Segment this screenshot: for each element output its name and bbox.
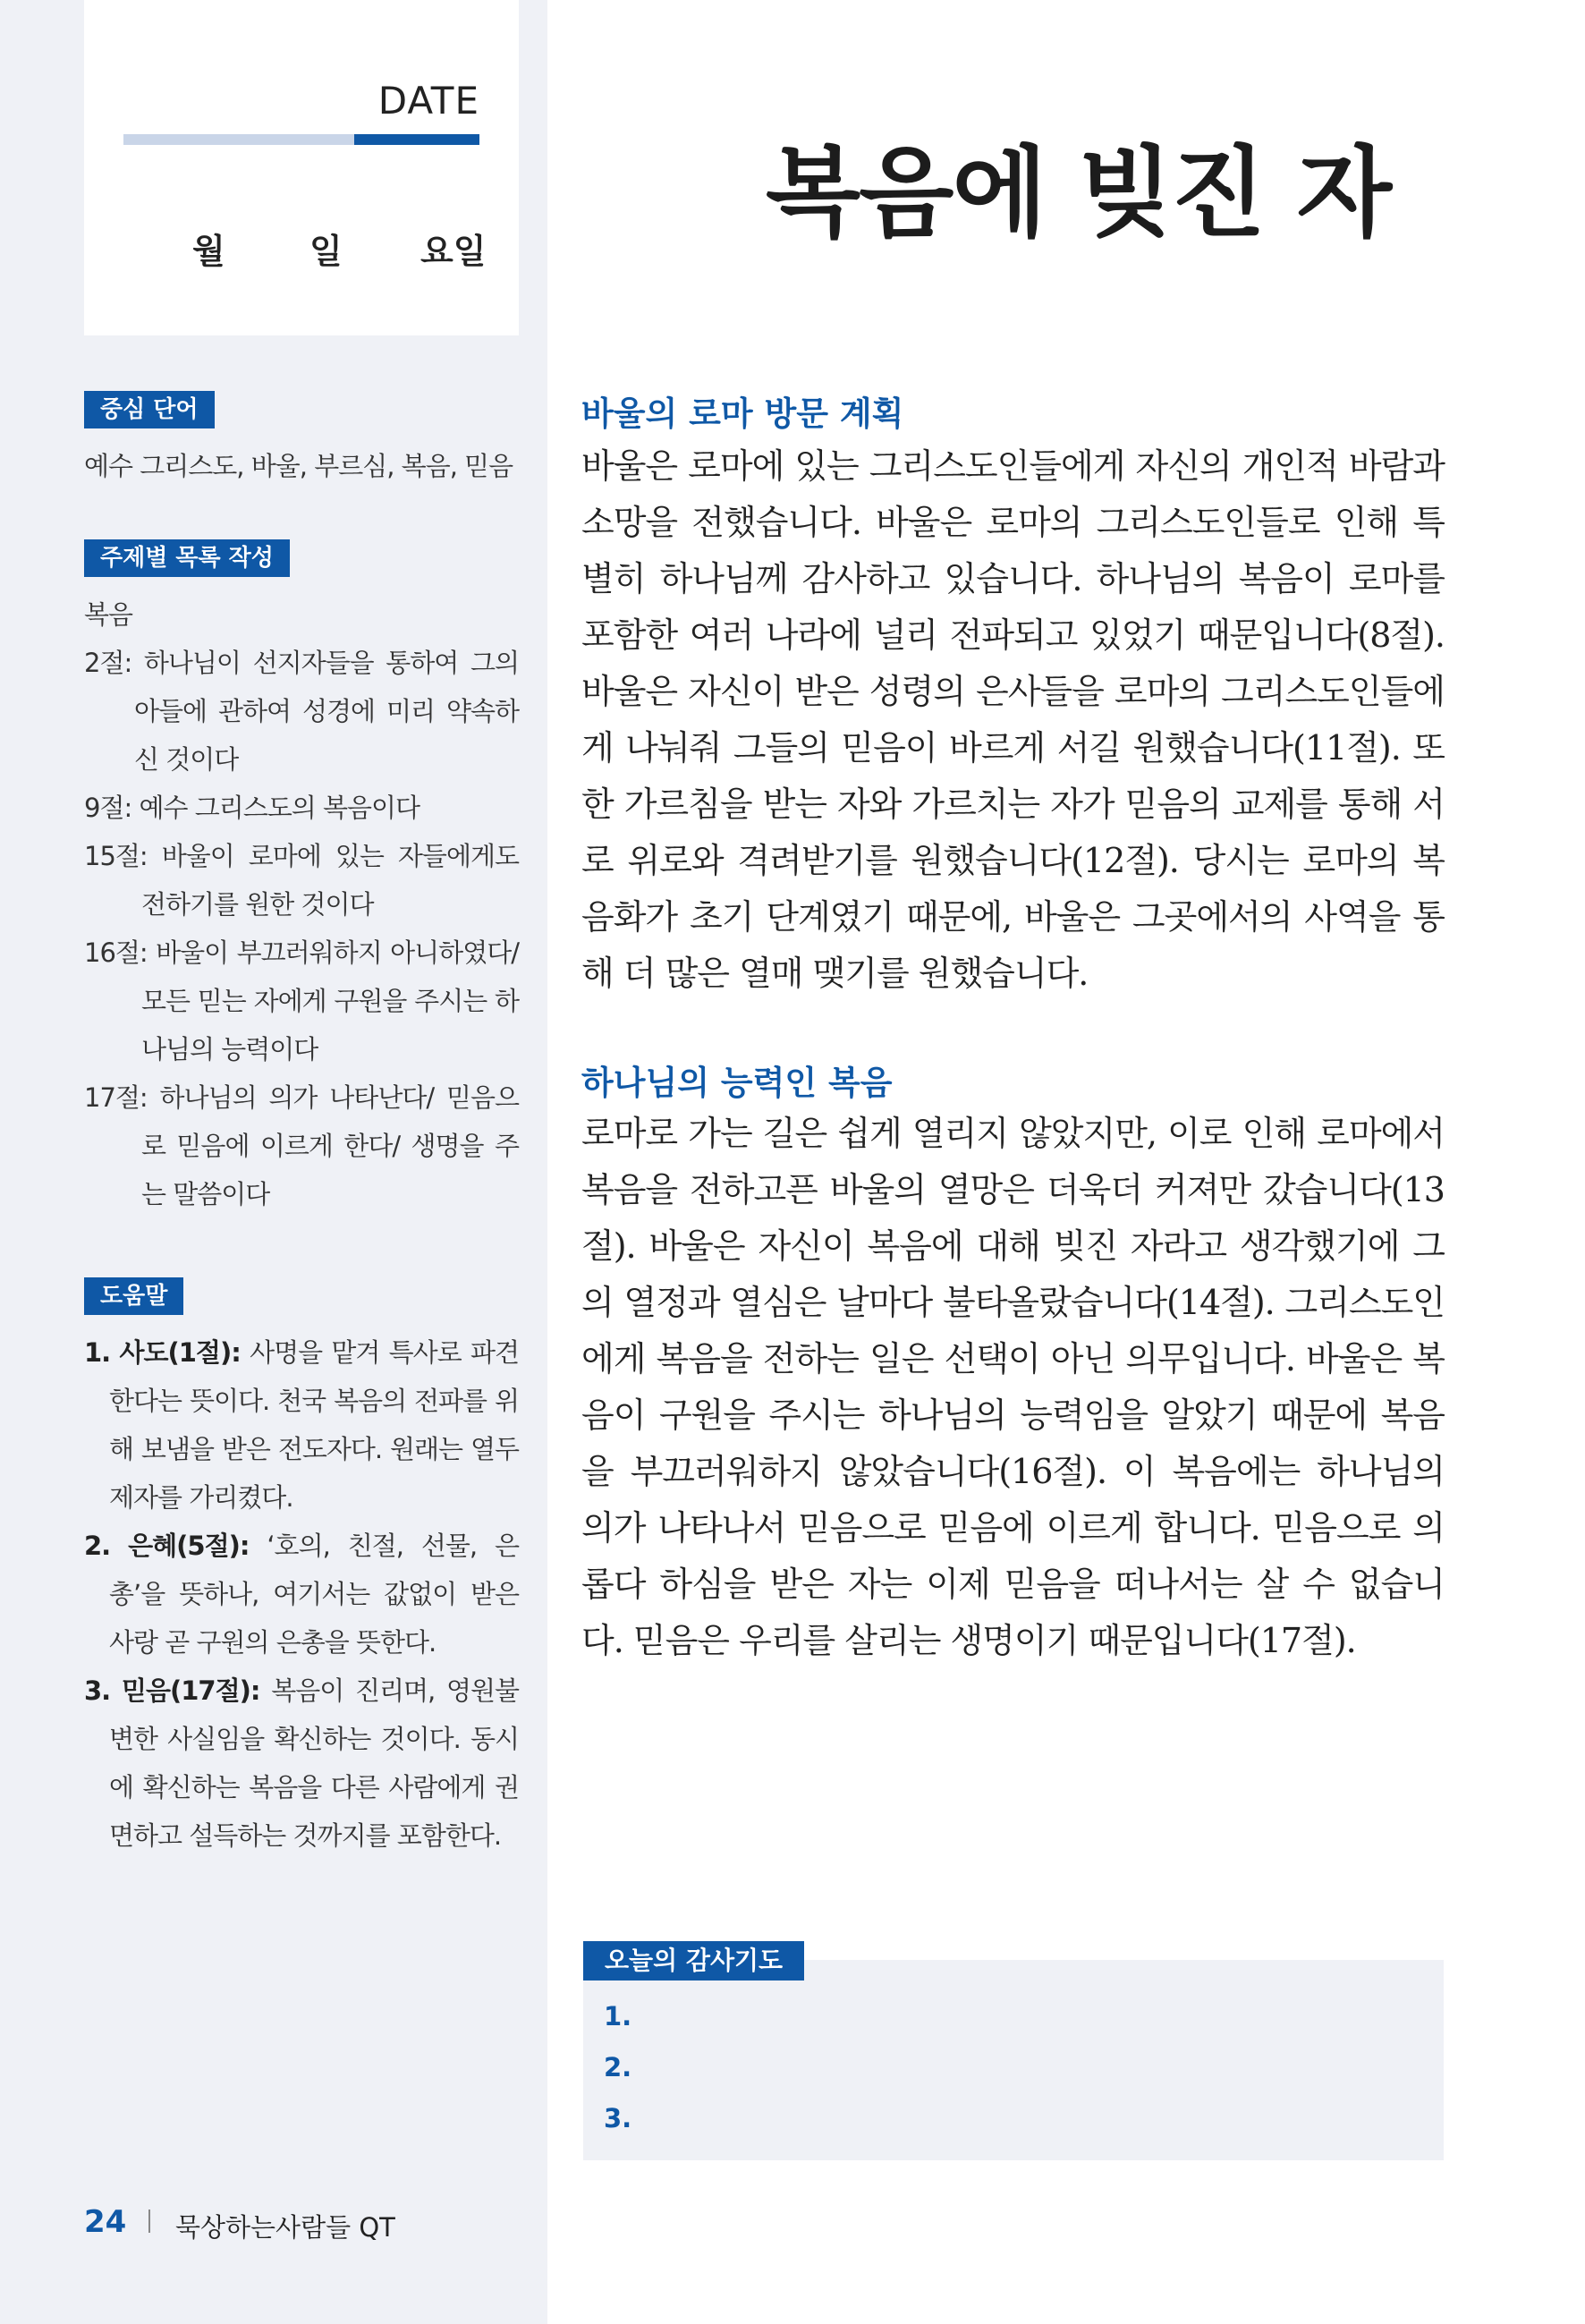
glossary-num: 3. bbox=[84, 1675, 111, 1706]
month-label: 월 bbox=[192, 232, 225, 271]
topic-item: 2절: 하나님이 선지자들을 통하여 그의 아들에 관하여 성경에 미리 약속하신 것이다 bbox=[84, 648, 519, 775]
glossary-term: 은혜(5절): bbox=[128, 1531, 250, 1561]
prayer-item-1: 1. bbox=[604, 2001, 632, 2031]
prayer-item-3: 3. bbox=[604, 2103, 632, 2133]
glossary-term: 사도(1절): bbox=[119, 1337, 241, 1368]
glossary-desc: 사명을 맡겨 특사로 파견한다는 뜻이다. 천국 복음의 전파를 위해 보냄을 받은 전도자다. 원래는 열두 제자를 가리켰다. bbox=[109, 1337, 519, 1513]
glossary-item bbox=[84, 1328, 519, 1522]
topic-item: 15절: 바울이 로마에 있는 자들에게도 전하기를 원한 것이다 bbox=[84, 841, 519, 920]
glossary-list bbox=[84, 1328, 519, 1860]
weekday-label: 요일 bbox=[420, 232, 487, 271]
glossary-item bbox=[84, 1667, 519, 1860]
keywords-text: 예수 그리스도, 바울, 부르심, 복음, 믿음 bbox=[84, 451, 513, 481]
section-1-body: 바울은 로마에 있는 그리스도인들에게 자신의 개인적 바람과 소망을 전했습니다. 바울은 로마의 그리스도인들로 인해 특별히 하나님께 감사하고 있습니다. 하나님의 복음이 로마를 포함한 여러 나라에 널리 전파되고 있었기 때문입니다(8절). 바울은 자신이 받은 성령의 은사들을 로마의 그리스도인들에게 나눠줘 그들의 믿음이 바르게 서길 원했습니다(11절). 또한 가르침을 받는 자와 가르치는 자가 믿음의 교제를 통해 서로 위로와 격려받기를 원했습니다(12절). 당시는 로마의 복음화가 초기 단계였기 때문에, 바울은 그곳에서의 사역을 통해 더 많은 열매 맺기를 원했습니다. bbox=[581, 446, 1445, 993]
section-2-body: 로마로 가는 길은 쉽게 열리지 않았지만, 이로 인해 로마에서 복음을 전하고픈 바울의 열망은 더욱더 커져만 갔습니다(13절). 바울은 자신이 복음에 대해 빚진 자라고 생각했기에 그의 열정과 열심은 날마다 불타올랐습니다(14절). 그리스도인에게 복음을 전하는 일은 선택이 아닌 의무입니다. 바울은 복음이 구원을 주시는 하나님의 능력임을 알았기 때문에 복음을 부끄러워하지 않았습니다(16절). 이 복음에는 하나님의 의가 나타나서 믿음으로 믿음에 이르게 합니다. 믿음으로 의롭다 하심을 받은 자는 이제 믿음을 떠나서는 살 수 없습니다. 믿음은 우리를 살리는 생명이기 때문입니다(17절). bbox=[581, 1114, 1445, 1660]
prayer-box bbox=[583, 1960, 1444, 2160]
date-divider-accent bbox=[354, 134, 479, 145]
prayer-tag: 오늘의 감사기도 bbox=[583, 1941, 804, 1980]
date-card bbox=[84, 0, 519, 335]
glossary-num: 2. bbox=[84, 1531, 111, 1561]
date-divider-light bbox=[123, 134, 354, 145]
publication-name: 묵상하는사람들 QT bbox=[175, 2212, 395, 2243]
topic-item: 9절: 예수 그리스도의 복음이다 bbox=[84, 793, 420, 823]
page-title: 복음에 빚진 자 bbox=[765, 135, 1391, 250]
glossary-desc: ‘호의, 친절, 선물, 은총’을 뜻하나, 여기서는 값없이 받은 사랑 곧 구원의 은총을 뜻한다. bbox=[109, 1531, 520, 1658]
topic-item: 16절: 바울이 부끄러워하지 아니하였다/ 모든 믿는 자에게 구원을 주시는 하나님의 능력이다 bbox=[84, 937, 519, 1064]
keywords-tag: 중심 단어 bbox=[84, 391, 215, 428]
section-1-heading: 바울의 로마 방문 계획 bbox=[581, 394, 904, 433]
day-label: 일 bbox=[309, 232, 343, 271]
glossary-item bbox=[84, 1522, 519, 1667]
topic-item: 17절: 하나님의 의가 나타난다/ 믿음으로 믿음에 이르게 한다/ 생명을 주는 말씀이다 bbox=[84, 1082, 519, 1209]
topics-list bbox=[84, 590, 519, 1218]
date-label: DATE bbox=[377, 79, 479, 123]
glossary-tag: 도움말 bbox=[84, 1277, 183, 1315]
page-number: 24 bbox=[84, 2204, 127, 2240]
footer-divider bbox=[148, 2209, 150, 2233]
glossary-num: 1. bbox=[84, 1337, 111, 1368]
topics-heading: 복음 bbox=[84, 599, 133, 630]
topics-tag: 주제별 목록 작성 bbox=[84, 539, 290, 577]
glossary-term: 믿음(17절): bbox=[121, 1675, 260, 1706]
prayer-item-2: 2. bbox=[604, 2052, 632, 2082]
glossary-desc: 복음이 진리며, 영원불변한 사실임을 확신하는 것이다. 동시에 확신하는 복음을 다른 사람에게 권면하고 설득하는 것까지를 포함한다. bbox=[109, 1675, 519, 1851]
section-2-heading: 하나님의 능력인 복음 bbox=[581, 1064, 893, 1102]
